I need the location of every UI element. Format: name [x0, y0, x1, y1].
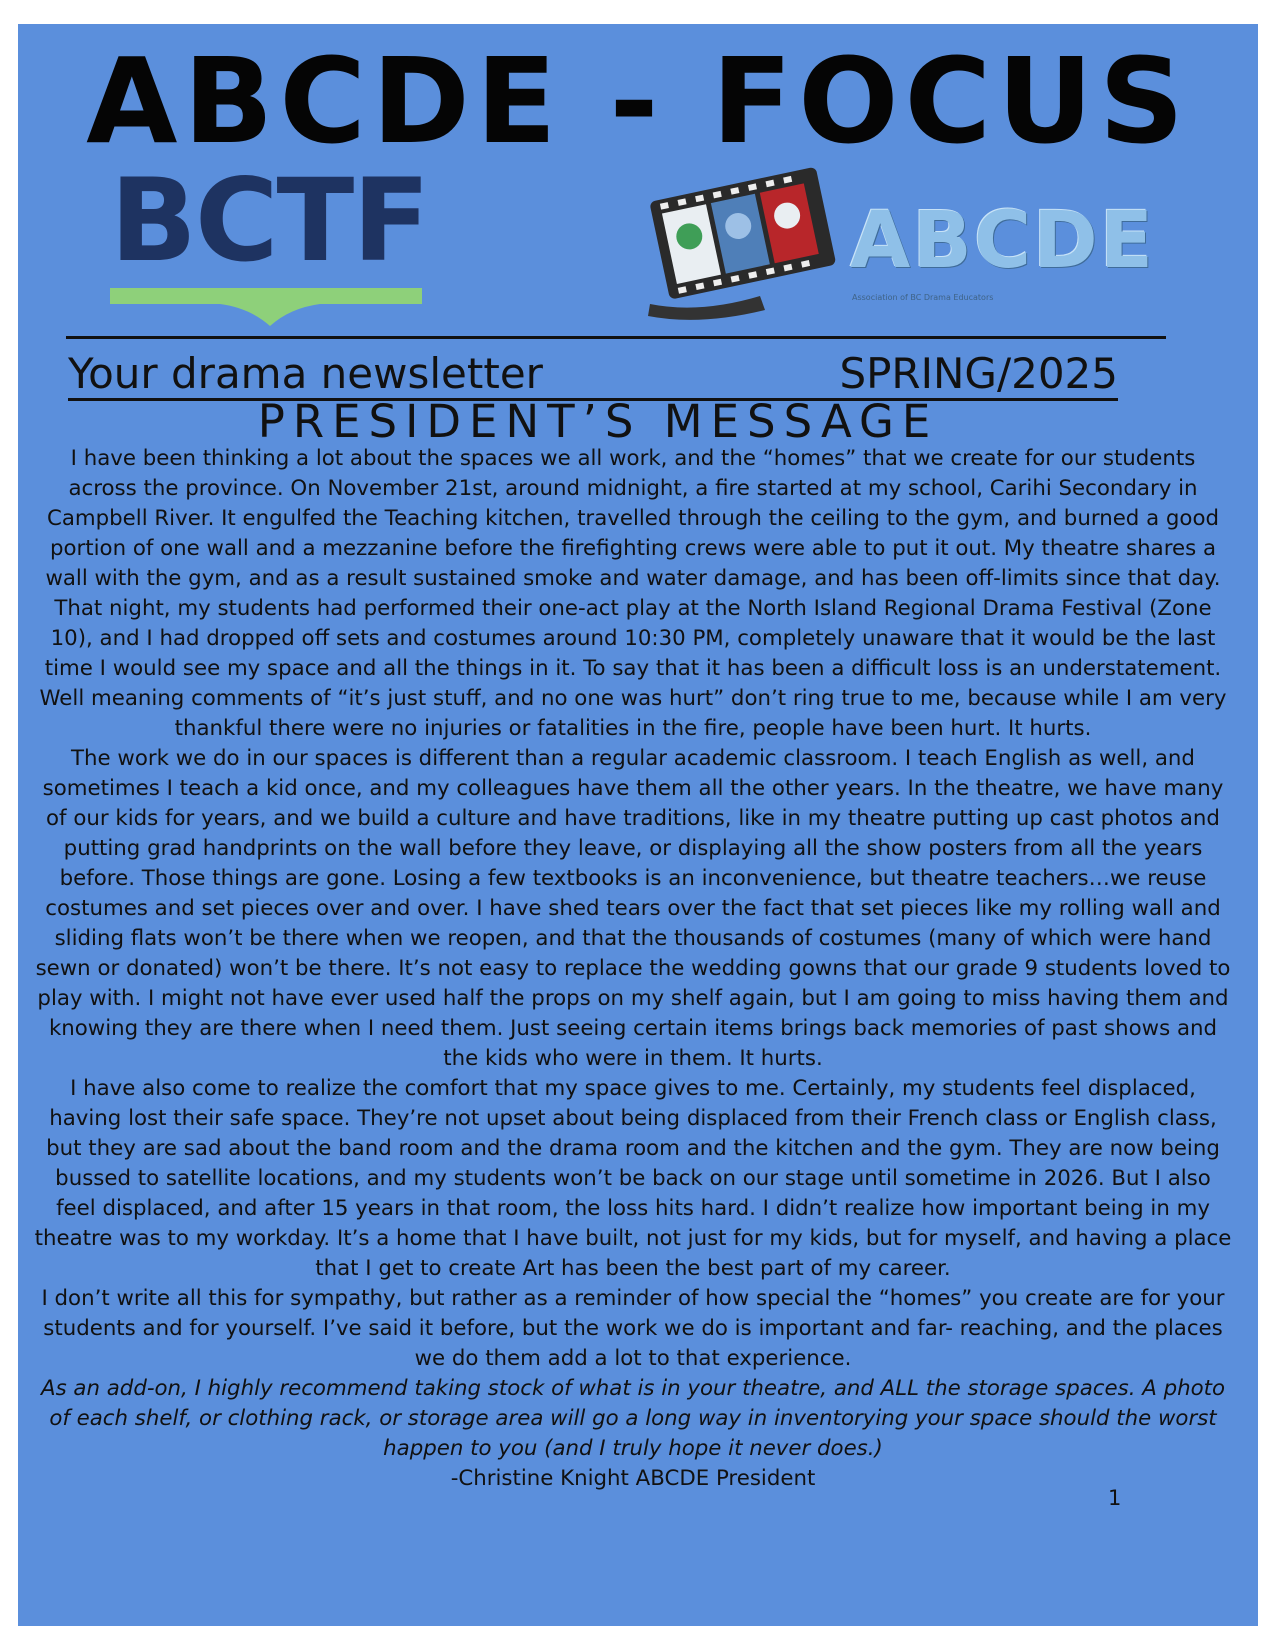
signature: -Christine Knight ABCDE President [450, 1466, 816, 1491]
president-message [34, 444, 1232, 1494]
newsletter-line [68, 350, 1118, 401]
message-paragraph: I have been thinking a lot about the spaces we all work, and the “homes” that we create for our students across the province. On November 21st, around midnight, a fire started at my school, Carihi Secondary in Campbell River. It engulfed the Teaching kitchen, travelled through the ceiling to the gym, and burned a good portion of one wall and a mezzanine before the firefighting crews were able to put it out. My theatre shares a wall with the gym, and as a result sustained smoke and water damage, and has been off-limits since that day. That night, my students had performed their one-act play at the North Island Regional Drama Festival (Zone 10), and I had dropped off sets and costumes around 10:30 PM, completely unaware that it would be the last time I would see my space and all the things in it. To say that it has been a difficult loss is an understatement. Well meaning comments of “it’s just stuff, and no one was hurt” don’t ring true to me, because while I am very thankful there were no injuries or fatalities in the fire, people have been hurt. It hurts. [39, 446, 1227, 741]
page-number: 1 [1108, 1486, 1122, 1510]
newsletter-issue: SPRING/2025 [839, 349, 1118, 398]
message-paragraph: I don’t write all this for sympathy, but rather as a reminder of how special the “homes” you create are for your students and for yourself. I’ve said it before, but the work we do is important and far- reaching, and the places we do them add a lot to that experience. [41, 1286, 1225, 1371]
masthead-divider [66, 336, 1166, 339]
section-title: PRESIDENT’S MESSAGE [257, 395, 939, 448]
message-addendum: As an add-on, I highly recommend taking stock of what is in your theatre, and ALL the storage spaces. A photo of each shelf, or clothing rack, or storage area will go a long way in inventorying your space should the worst happen to you (and I truly hope it never does.) [41, 1376, 1225, 1461]
bctf-logo [110, 154, 450, 344]
message-paragraph: I have also come to realize the comfort that my space gives to me. Certainly, my students feel displaced, having lost their safe space. They’re not upset about being displaced from their French class or English class, but they are sad about the band room and the drama room and the kitchen and the gym. They are now being bussed to satellite locations, and my students won’t be back on our stage until sometime in 2026. But I also feel displaced, and after 15 years in that room, the loss hits hard. I didn’t realize how important being in my theatre was to my workday. It’s a home that I have built, not just for my kids, but for myself, and having a place that I get to create Art has been the best part of my career. [34, 1076, 1232, 1281]
newsletter-label: Your drama newsletter [68, 349, 543, 398]
newsletter-page [18, 24, 1258, 1626]
masthead-title: ABCDE - FOCUS [86, 32, 1190, 170]
message-paragraph: The work we do in our spaces is different than a regular academic classroom. I teach English as well, and sometimes I teach a kid once, and my colleagues have them all the other years. In the theatre, we have many of our kids for years, and we build a culture and have traditions, like in my theatre putting up cast photos and putting grad handprints on the wall before they leave, or displaying all the show posters from all the years before. Those things are gone. Losing a few textbooks is an inconvenience, but theatre teachers…we reuse costumes and set pieces over and over. I have shed tears over the fact that set pieces like my rolling wall and sliding flats won’t be there when we reopen, and that the thousands of costumes (many of which were hand sewn or donated) won’t be there. It’s not easy to replace the wedding gowns that our grade 9 students loved to play with. I might not have ever used half the props on my shelf again, but I am going to miss having them and knowing they are there when I need them. Just seeing certain items brings back memories of past shows and the kids who were in them. It hurts. [35, 746, 1231, 1071]
abcde-logo [640, 164, 1156, 329]
bctf-wordmark: BCTF [110, 154, 429, 287]
abcde-wordmark: ABCDE [850, 196, 1156, 286]
open-book-icon [110, 284, 450, 334]
abcde-tagline: Association of BC Drama Educators [852, 293, 994, 302]
film-strip-masks-icon [640, 164, 845, 324]
